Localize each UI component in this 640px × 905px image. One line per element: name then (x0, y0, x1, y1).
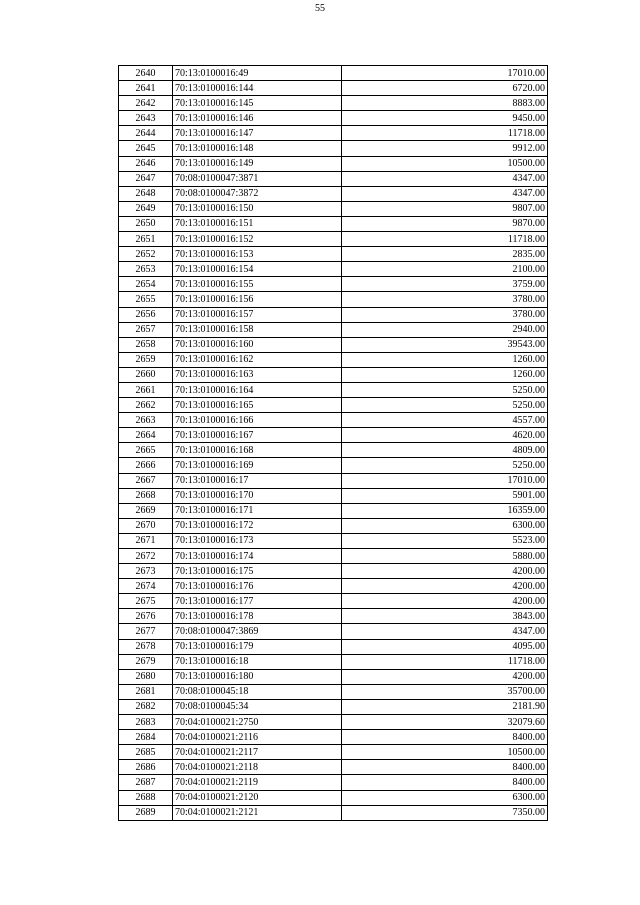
value-cell: 9807.00 (342, 201, 548, 216)
value-cell: 9870.00 (342, 216, 548, 231)
table-row (119, 684, 548, 699)
cadastral-number-cell: 70:13:0100016:152 (173, 232, 342, 247)
table-row (119, 156, 548, 171)
cadastral-number-cell: 70:13:0100016:148 (173, 141, 342, 156)
table-row (119, 609, 548, 624)
table-row (119, 292, 548, 307)
cadastral-number-cell: 70:13:0100016:176 (173, 579, 342, 594)
value-cell: 32079.60 (342, 715, 548, 730)
cadastral-number-cell: 70:13:0100016:171 (173, 503, 342, 518)
cadastral-number-cell: 70:13:0100016:157 (173, 307, 342, 322)
cadastral-number-cell: 70:13:0100016:177 (173, 594, 342, 609)
value-cell: 4200.00 (342, 579, 548, 594)
cadastral-number-cell: 70:13:0100016:166 (173, 413, 342, 428)
cadastral-number-cell: 70:13:0100016:151 (173, 216, 342, 231)
value-cell: 5250.00 (342, 458, 548, 473)
table-row (119, 458, 548, 473)
cadastral-number-cell: 70:13:0100016:155 (173, 277, 342, 292)
row-number-cell: 2687 (119, 775, 173, 790)
table-row (119, 790, 548, 805)
value-cell: 6300.00 (342, 790, 548, 805)
table-row (119, 775, 548, 790)
table-row (119, 760, 548, 775)
table-row (119, 413, 548, 428)
value-cell: 4347.00 (342, 624, 548, 639)
table-row (119, 382, 548, 397)
table-row (119, 730, 548, 745)
cadastral-number-cell: 70:04:0100021:2119 (173, 775, 342, 790)
row-number-cell: 2680 (119, 669, 173, 684)
row-number-cell: 2662 (119, 398, 173, 413)
value-cell: 6300.00 (342, 518, 548, 533)
value-cell: 10500.00 (342, 745, 548, 760)
row-number-cell: 2681 (119, 684, 173, 699)
cadastral-number-cell: 70:13:0100016:153 (173, 247, 342, 262)
value-cell: 5880.00 (342, 549, 548, 564)
row-number-cell: 2651 (119, 232, 173, 247)
value-cell: 6720.00 (342, 81, 548, 96)
cadastral-number-cell: 70:08:0100047:3871 (173, 171, 342, 186)
row-number-cell: 2645 (119, 141, 173, 156)
value-cell: 11718.00 (342, 126, 548, 141)
value-cell: 16359.00 (342, 503, 548, 518)
row-number-cell: 2670 (119, 518, 173, 533)
cadastral-number-cell: 70:13:0100016:165 (173, 398, 342, 413)
table-row (119, 111, 548, 126)
cadastral-number-cell: 70:13:0100016:158 (173, 322, 342, 337)
cadastral-number-cell: 70:13:0100016:162 (173, 352, 342, 367)
cadastral-number-cell: 70:13:0100016:172 (173, 518, 342, 533)
row-number-cell: 2672 (119, 549, 173, 564)
value-cell: 4347.00 (342, 186, 548, 201)
value-cell: 11718.00 (342, 232, 548, 247)
table-row (119, 337, 548, 352)
row-number-cell: 2658 (119, 337, 173, 352)
cadastral-number-cell: 70:13:0100016:174 (173, 549, 342, 564)
cadastral-number-cell: 70:04:0100021:2120 (173, 790, 342, 805)
row-number-cell: 2641 (119, 81, 173, 96)
row-number-cell: 2644 (119, 126, 173, 141)
value-cell: 8400.00 (342, 775, 548, 790)
row-number-cell: 2689 (119, 805, 173, 820)
row-number-cell: 2646 (119, 156, 173, 171)
row-number-cell: 2685 (119, 745, 173, 760)
table-row (119, 216, 548, 231)
value-cell: 17010.00 (342, 473, 548, 488)
table-row (119, 96, 548, 111)
row-number-cell: 2667 (119, 473, 173, 488)
cadastral-number-cell: 70:13:0100016:147 (173, 126, 342, 141)
value-cell: 4347.00 (342, 171, 548, 186)
row-number-cell: 2677 (119, 624, 173, 639)
row-number-cell: 2673 (119, 564, 173, 579)
table-row (119, 277, 548, 292)
row-number-cell: 2642 (119, 96, 173, 111)
row-number-cell: 2683 (119, 715, 173, 730)
cadastral-number-cell: 70:04:0100021:2116 (173, 730, 342, 745)
value-cell: 2100.00 (342, 262, 548, 277)
cadastral-number-cell: 70:13:0100016:149 (173, 156, 342, 171)
cadastral-number-cell: 70:13:0100016:146 (173, 111, 342, 126)
row-number-cell: 2668 (119, 488, 173, 503)
cadastral-number-cell: 70:04:0100021:2121 (173, 805, 342, 820)
table-row (119, 322, 548, 337)
value-cell: 4809.00 (342, 443, 548, 458)
value-cell: 3759.00 (342, 277, 548, 292)
value-cell: 8400.00 (342, 760, 548, 775)
cadastral-number-cell: 70:13:0100016:170 (173, 488, 342, 503)
value-cell: 10500.00 (342, 156, 548, 171)
cadastral-number-cell: 70:13:0100016:179 (173, 639, 342, 654)
cadastral-number-cell: 70:08:0100045:18 (173, 684, 342, 699)
value-cell: 11718.00 (342, 654, 548, 669)
row-number-cell: 2640 (119, 66, 173, 81)
value-cell: 3843.00 (342, 609, 548, 624)
table-row (119, 488, 548, 503)
table-row (119, 579, 548, 594)
cadastral-number-cell: 70:13:0100016:168 (173, 443, 342, 458)
table-row (119, 699, 548, 714)
row-number-cell: 2674 (119, 579, 173, 594)
cadastral-number-cell: 70:13:0100016:17 (173, 473, 342, 488)
cadastral-number-cell: 70:08:0100045:34 (173, 699, 342, 714)
row-number-cell: 2653 (119, 262, 173, 277)
cadastral-number-cell: 70:13:0100016:150 (173, 201, 342, 216)
table-row (119, 639, 548, 654)
table-row (119, 247, 548, 262)
row-number-cell: 2649 (119, 201, 173, 216)
row-number-cell: 2678 (119, 639, 173, 654)
row-number-cell: 2688 (119, 790, 173, 805)
cadastral-number-cell: 70:13:0100016:145 (173, 96, 342, 111)
cadastral-number-cell: 70:08:0100047:3869 (173, 624, 342, 639)
table-row (119, 66, 548, 81)
table-row (119, 126, 548, 141)
table-row (119, 141, 548, 156)
cadastral-number-cell: 70:13:0100016:156 (173, 292, 342, 307)
table-row (119, 186, 548, 201)
cadastral-number-cell: 70:13:0100016:167 (173, 428, 342, 443)
value-cell: 5901.00 (342, 488, 548, 503)
value-cell: 4200.00 (342, 669, 548, 684)
row-number-cell: 2684 (119, 730, 173, 745)
value-cell: 7350.00 (342, 805, 548, 820)
row-number-cell: 2669 (119, 503, 173, 518)
row-number-cell: 2657 (119, 322, 173, 337)
value-cell: 39543.00 (342, 337, 548, 352)
cadastral-number-cell: 70:13:0100016:154 (173, 262, 342, 277)
row-number-cell: 2648 (119, 186, 173, 201)
row-number-cell: 2686 (119, 760, 173, 775)
table-row (119, 367, 548, 382)
row-number-cell: 2671 (119, 533, 173, 548)
cadastral-number-cell: 70:13:0100016:175 (173, 564, 342, 579)
table-row (119, 533, 548, 548)
table-row (119, 805, 548, 820)
row-number-cell: 2652 (119, 247, 173, 262)
table-row (119, 473, 548, 488)
value-cell: 5250.00 (342, 382, 548, 397)
value-cell: 3780.00 (342, 307, 548, 322)
row-number-cell: 2643 (119, 111, 173, 126)
table-row (119, 518, 548, 533)
value-cell: 8883.00 (342, 96, 548, 111)
cadastral-number-cell: 70:08:0100047:3872 (173, 186, 342, 201)
row-number-cell: 2654 (119, 277, 173, 292)
table-row (119, 443, 548, 458)
table-row (119, 232, 548, 247)
table-row (119, 352, 548, 367)
table-row (119, 624, 548, 639)
cadastral-number-cell: 70:04:0100021:2117 (173, 745, 342, 760)
cadastral-number-cell: 70:13:0100016:163 (173, 367, 342, 382)
table-row (119, 81, 548, 96)
cadastral-number-cell: 70:13:0100016:180 (173, 669, 342, 684)
value-cell: 1260.00 (342, 352, 548, 367)
row-number-cell: 2659 (119, 352, 173, 367)
row-number-cell: 2682 (119, 699, 173, 714)
row-number-cell: 2663 (119, 413, 173, 428)
table-body (119, 66, 548, 821)
value-cell: 2835.00 (342, 247, 548, 262)
value-cell: 4200.00 (342, 594, 548, 609)
table-row (119, 171, 548, 186)
value-cell: 35700.00 (342, 684, 548, 699)
row-number-cell: 2660 (119, 367, 173, 382)
row-number-cell: 2679 (119, 654, 173, 669)
cadastral-number-cell: 70:04:0100021:2750 (173, 715, 342, 730)
value-cell: 17010.00 (342, 66, 548, 81)
row-number-cell: 2661 (119, 382, 173, 397)
cadastral-number-cell: 70:13:0100016:178 (173, 609, 342, 624)
table-row (119, 307, 548, 322)
table-row (119, 745, 548, 760)
cadastral-number-cell: 70:13:0100016:18 (173, 654, 342, 669)
value-cell: 5250.00 (342, 398, 548, 413)
table-row (119, 564, 548, 579)
cadastral-number-cell: 70:13:0100016:164 (173, 382, 342, 397)
value-cell: 8400.00 (342, 730, 548, 745)
table-row (119, 654, 548, 669)
value-cell: 3780.00 (342, 292, 548, 307)
value-cell: 2940.00 (342, 322, 548, 337)
table-row (119, 428, 548, 443)
table-row (119, 398, 548, 413)
cadastral-number-cell: 70:13:0100016:49 (173, 66, 342, 81)
value-cell: 4620.00 (342, 428, 548, 443)
page-number: 55 (315, 3, 325, 14)
cadastral-number-cell: 70:13:0100016:173 (173, 533, 342, 548)
row-number-cell: 2647 (119, 171, 173, 186)
value-cell: 4557.00 (342, 413, 548, 428)
row-number-cell: 2655 (119, 292, 173, 307)
value-cell: 9912.00 (342, 141, 548, 156)
table-row (119, 549, 548, 564)
row-number-cell: 2666 (119, 458, 173, 473)
row-number-cell: 2675 (119, 594, 173, 609)
cadastral-table (118, 65, 548, 821)
table-row (119, 503, 548, 518)
row-number-cell: 2665 (119, 443, 173, 458)
row-number-cell: 2656 (119, 307, 173, 322)
cadastral-number-cell: 70:04:0100021:2118 (173, 760, 342, 775)
table-row (119, 262, 548, 277)
cadastral-number-cell: 70:13:0100016:169 (173, 458, 342, 473)
row-number-cell: 2650 (119, 216, 173, 231)
value-cell: 9450.00 (342, 111, 548, 126)
table-row (119, 594, 548, 609)
table-row (119, 201, 548, 216)
value-cell: 4200.00 (342, 564, 548, 579)
value-cell: 5523.00 (342, 533, 548, 548)
table-row (119, 669, 548, 684)
cadastral-number-cell: 70:13:0100016:144 (173, 81, 342, 96)
value-cell: 1260.00 (342, 367, 548, 382)
value-cell: 2181.90 (342, 699, 548, 714)
table-row (119, 715, 548, 730)
row-number-cell: 2676 (119, 609, 173, 624)
value-cell: 4095.00 (342, 639, 548, 654)
cadastral-number-cell: 70:13:0100016:160 (173, 337, 342, 352)
row-number-cell: 2664 (119, 428, 173, 443)
